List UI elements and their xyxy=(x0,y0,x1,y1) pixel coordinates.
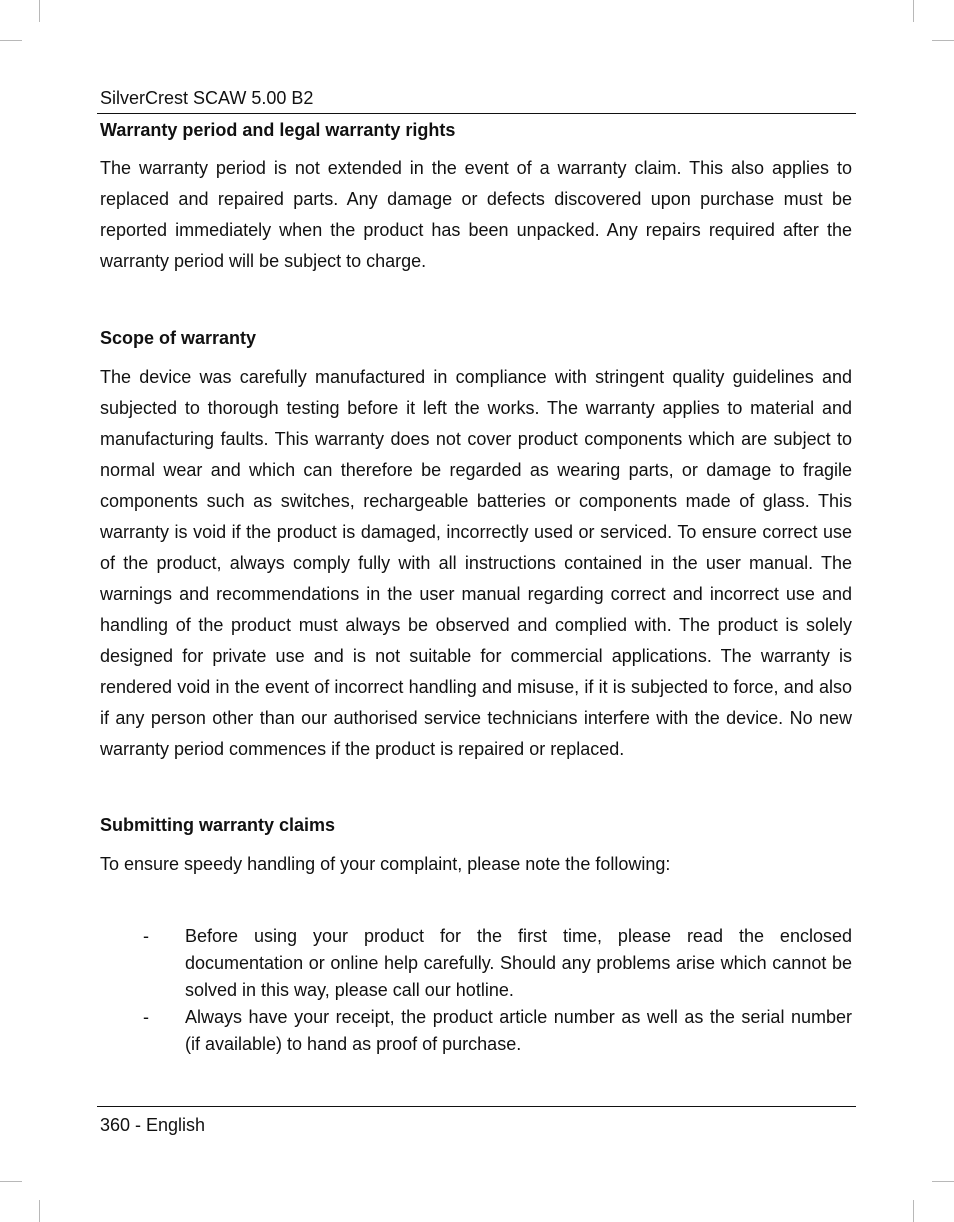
list-item xyxy=(100,1004,852,1058)
section-heading-submitting-claims: Submitting warranty claims xyxy=(100,815,336,835)
section-heading-warranty-period: Warranty period and legal warranty rights xyxy=(100,120,456,140)
footer-rule xyxy=(97,1106,856,1107)
paragraph-submitting-claims: To ensure speedy handling of your complaint, please note the following: xyxy=(100,854,671,874)
section-heading-scope-of-warranty: Scope of warranty xyxy=(100,328,257,348)
list-item-text: Always have your receipt, the product article number as well as the serial number (if available) to hand as proof of purchase. xyxy=(185,1007,852,1054)
page-number-label: 360 - English xyxy=(100,1115,206,1135)
claims-checklist xyxy=(100,923,852,1058)
crop-mark-top-left-horizontal xyxy=(0,40,22,41)
running-header-title: SilverCrest SCAW 5.00 B2 xyxy=(100,88,314,108)
crop-mark-bottom-right-horizontal xyxy=(932,1181,954,1182)
list-bullet: - xyxy=(143,926,149,946)
crop-mark-top-right-horizontal xyxy=(932,40,954,41)
crop-mark-top-left-vertical xyxy=(39,0,40,22)
header-rule xyxy=(97,113,856,114)
list-item xyxy=(100,923,852,1004)
paragraph-scope-of-warranty: The device was carefully manufactured in compliance with stringent quality guidelines and subjected to thorough testing before it left the works. The warranty applies to material and manufacturing faults. This warranty does not cover product components which are subject to normal wear and which can therefore be regarded as wearing parts, or damage to fragile components such as switches, rechargeable batteries or components made of glass. This warranty is void if the product is damaged, incorrectly used or serviced. To ensure correct use of the product, always comply fully with all instructions contained in the user manual. The warnings and recommendations in the user manual regarding correct and incorrect use and handling of the product must always be observed and complied with. The product is solely designed for private use and is not suitable for commercial applications. The warranty is rendered void in the event of incorrect handling and misuse, if it is subjected to force, and also if any person other than our authorised service technicians interfere with the device. No new warranty period commences if the product is repaired or replaced. xyxy=(100,367,852,759)
crop-mark-top-right-vertical xyxy=(913,0,914,22)
list-bullet: - xyxy=(143,1007,149,1027)
list-item-text: Before using your product for the first time, please read the enclosed documentation or online help carefully. Should any problems arise which cannot be solved in this way, please call our hotline. xyxy=(185,926,852,1000)
crop-mark-bottom-left-vertical xyxy=(39,1200,40,1222)
paragraph-warranty-period: The warranty period is not extended in the event of a warranty claim. This also applies to replaced and repaired parts. Any damage or defects discovered upon purchase must be reported immediately when the product has been unpacked. Any repairs required after the warranty period will be subject to charge. xyxy=(100,158,852,271)
crop-mark-bottom-right-vertical xyxy=(913,1200,914,1222)
crop-mark-bottom-left-horizontal xyxy=(0,1181,22,1182)
